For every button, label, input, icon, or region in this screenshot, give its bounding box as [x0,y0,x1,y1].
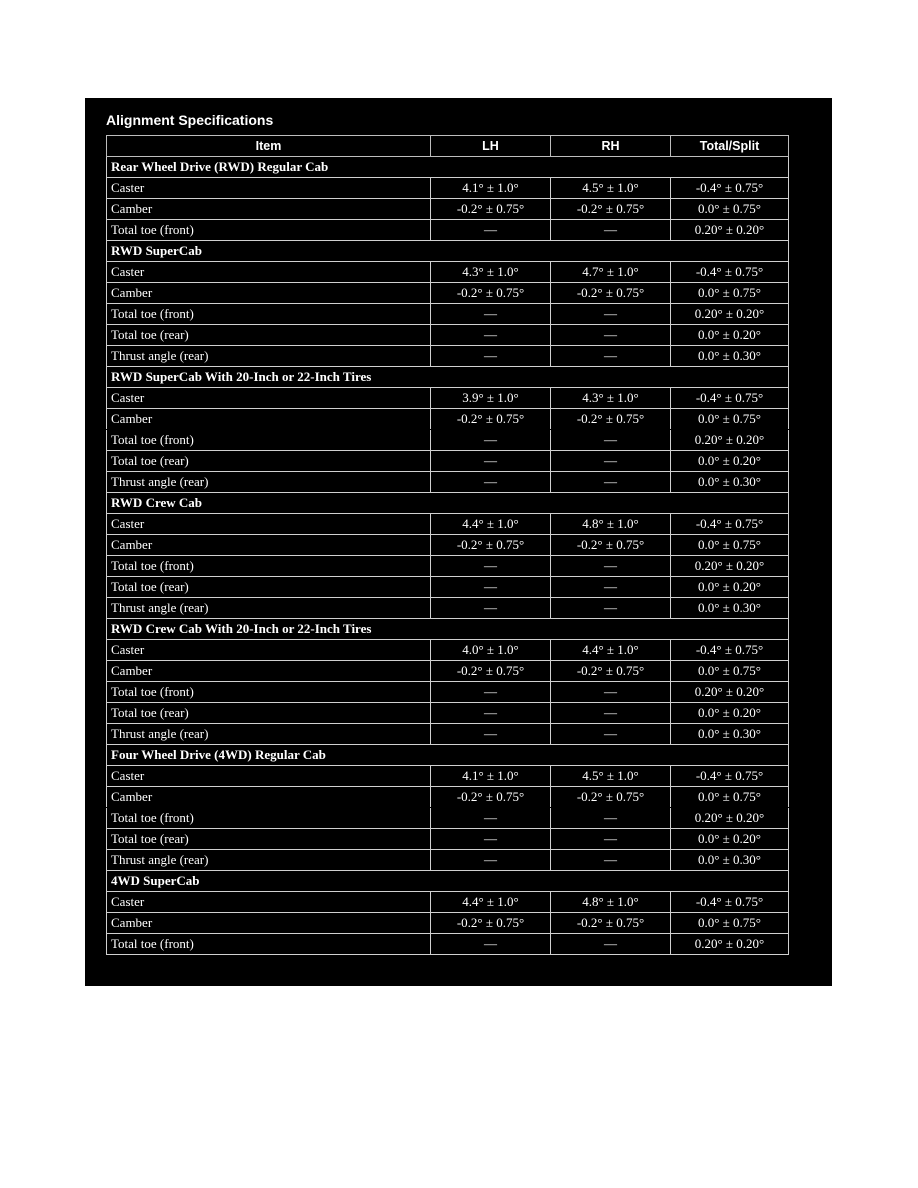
table-row [107,724,789,745]
cell-lh: — [431,451,551,472]
cell-item: Camber [107,199,431,220]
cell-item: Camber [107,913,431,934]
table-row [107,598,789,619]
cell-item: Total toe (front) [107,220,431,241]
column-header-rh: RH [551,136,671,157]
table-row [107,430,789,451]
cell-rh: — [551,598,671,619]
cell-item: Total toe (front) [107,682,431,703]
cell-total-split: -0.4° ± 0.75° [671,892,789,913]
cell-total-split: 0.0° ± 0.20° [671,703,789,724]
cell-rh: — [551,325,671,346]
cell-rh: — [551,850,671,871]
table-row [107,220,789,241]
section-title: Rear Wheel Drive (RWD) Regular Cab [107,157,789,178]
cell-lh: — [431,325,551,346]
cell-total-split: 0.0° ± 0.20° [671,577,789,598]
cell-item: Total toe (rear) [107,577,431,598]
cell-rh: -0.2° ± 0.75° [551,913,671,934]
table-row [107,682,789,703]
cell-total-split: 0.0° ± 0.75° [671,283,789,304]
table-row [107,766,789,787]
table-row [107,556,789,577]
table-row [107,892,789,913]
cell-item: Total toe (rear) [107,829,431,850]
cell-lh: — [431,472,551,493]
cell-item: Camber [107,283,431,304]
cell-item: Total toe (front) [107,808,431,829]
cell-item: Total toe (rear) [107,325,431,346]
cell-rh: -0.2° ± 0.75° [551,535,671,556]
cell-rh: 4.7° ± 1.0° [551,262,671,283]
cell-total-split: 0.20° ± 0.20° [671,682,789,703]
spec-panel [85,98,832,986]
table-row [107,661,789,682]
column-header-item: Item [107,136,431,157]
cell-lh: 4.1° ± 1.0° [431,178,551,199]
section-header-row [107,619,789,640]
table-row [107,325,789,346]
cell-item: Thrust angle (rear) [107,850,431,871]
cell-item: Caster [107,640,431,661]
cell-rh: — [551,346,671,367]
table-row [107,409,789,430]
cell-total-split: 0.0° ± 0.75° [671,409,789,430]
cell-rh: — [551,808,671,829]
cell-lh: — [431,682,551,703]
cell-rh: 4.3° ± 1.0° [551,388,671,409]
cell-rh: — [551,682,671,703]
table-row [107,262,789,283]
cell-total-split: 0.0° ± 0.30° [671,598,789,619]
table-row [107,703,789,724]
cell-item: Caster [107,262,431,283]
cell-rh: — [551,703,671,724]
cell-lh: -0.2° ± 0.75° [431,787,551,808]
cell-total-split: 0.0° ± 0.20° [671,829,789,850]
cell-lh: 4.3° ± 1.0° [431,262,551,283]
table-header-row [107,136,789,157]
cell-total-split: 0.0° ± 0.20° [671,325,789,346]
cell-item: Caster [107,178,431,199]
cell-item: Total toe (rear) [107,451,431,472]
cell-lh: — [431,724,551,745]
cell-total-split: -0.4° ± 0.75° [671,514,789,535]
cell-total-split: -0.4° ± 0.75° [671,178,789,199]
cell-lh: — [431,304,551,325]
cell-item: Total toe (front) [107,934,431,955]
section-header-row [107,871,789,892]
cell-item: Camber [107,787,431,808]
cell-total-split: 0.0° ± 0.75° [671,913,789,934]
table-row [107,451,789,472]
cell-lh: — [431,430,551,451]
cell-lh: 4.0° ± 1.0° [431,640,551,661]
cell-total-split: 0.0° ± 0.75° [671,787,789,808]
cell-item: Total toe (rear) [107,703,431,724]
table-row [107,304,789,325]
cell-lh: — [431,829,551,850]
cell-lh: -0.2° ± 0.75° [431,283,551,304]
cell-total-split: 0.0° ± 0.75° [671,535,789,556]
cell-total-split: 0.0° ± 0.30° [671,472,789,493]
alignment-spec-table [106,135,789,955]
section-title: Four Wheel Drive (4WD) Regular Cab [107,745,789,766]
cell-total-split: -0.4° ± 0.75° [671,388,789,409]
cell-item: Camber [107,661,431,682]
cell-rh: — [551,829,671,850]
cell-rh: 4.8° ± 1.0° [551,514,671,535]
table-row [107,640,789,661]
cell-lh: 4.4° ± 1.0° [431,514,551,535]
cell-rh: 4.4° ± 1.0° [551,640,671,661]
cell-rh: 4.8° ± 1.0° [551,892,671,913]
cell-total-split: -0.4° ± 0.75° [671,262,789,283]
cell-rh: — [551,304,671,325]
cell-item: Total toe (front) [107,556,431,577]
cell-lh: — [431,346,551,367]
table-row [107,283,789,304]
cell-lh: 4.4° ± 1.0° [431,892,551,913]
section-header-row [107,367,789,388]
table-row [107,787,789,808]
table-row [107,913,789,934]
cell-item: Caster [107,514,431,535]
table-row [107,934,789,955]
column-header-total-split: Total/Split [671,136,789,157]
page-title: Alignment Specifications [106,112,274,128]
cell-item: Total toe (front) [107,304,431,325]
section-header-row [107,157,789,178]
table-body [107,157,789,955]
table-row [107,178,789,199]
cell-rh: — [551,556,671,577]
cell-total-split: 0.20° ± 0.20° [671,220,789,241]
cell-rh: -0.2° ± 0.75° [551,283,671,304]
section-title: RWD SuperCab [107,241,789,262]
cell-total-split: 0.0° ± 0.30° [671,850,789,871]
cell-lh: -0.2° ± 0.75° [431,409,551,430]
cell-lh: — [431,808,551,829]
cell-total-split: 0.20° ± 0.20° [671,808,789,829]
cell-rh: — [551,934,671,955]
cell-item: Thrust angle (rear) [107,598,431,619]
cell-rh: — [551,451,671,472]
cell-rh: -0.2° ± 0.75° [551,787,671,808]
cell-lh: — [431,220,551,241]
cell-total-split: -0.4° ± 0.75° [671,766,789,787]
cell-item: Caster [107,892,431,913]
cell-item: Thrust angle (rear) [107,724,431,745]
section-title: RWD Crew Cab With 20-Inch or 22-Inch Tires [107,619,789,640]
cell-lh: — [431,703,551,724]
cell-item: Total toe (front) [107,430,431,451]
cell-rh: -0.2° ± 0.75° [551,661,671,682]
section-header-row [107,493,789,514]
cell-lh: -0.2° ± 0.75° [431,913,551,934]
cell-rh: — [551,430,671,451]
cell-rh: -0.2° ± 0.75° [551,199,671,220]
cell-rh: 4.5° ± 1.0° [551,178,671,199]
table-row [107,472,789,493]
cell-rh: — [551,472,671,493]
section-title: RWD SuperCab With 20-Inch or 22-Inch Tires [107,367,789,388]
cell-lh: -0.2° ± 0.75° [431,535,551,556]
cell-lh: — [431,556,551,577]
cell-item: Camber [107,535,431,556]
table-row [107,850,789,871]
cell-total-split: 0.20° ± 0.20° [671,556,789,577]
cell-rh: -0.2° ± 0.75° [551,409,671,430]
cell-total-split: 0.0° ± 0.30° [671,346,789,367]
table-row [107,577,789,598]
section-header-row [107,745,789,766]
section-header-row [107,241,789,262]
table-row [107,199,789,220]
cell-item: Caster [107,388,431,409]
cell-item: Caster [107,766,431,787]
cell-item: Camber [107,409,431,430]
section-title: RWD Crew Cab [107,493,789,514]
cell-lh: 4.1° ± 1.0° [431,766,551,787]
cell-lh: — [431,934,551,955]
cell-lh: 3.9° ± 1.0° [431,388,551,409]
cell-lh: -0.2° ± 0.75° [431,661,551,682]
column-header-lh: LH [431,136,551,157]
cell-total-split: 0.20° ± 0.20° [671,934,789,955]
cell-item: Thrust angle (rear) [107,346,431,367]
table-row [107,535,789,556]
cell-total-split: -0.4° ± 0.75° [671,640,789,661]
cell-total-split: 0.0° ± 0.75° [671,661,789,682]
table-row [107,346,789,367]
cell-total-split: 0.20° ± 0.20° [671,430,789,451]
cell-item: Thrust angle (rear) [107,472,431,493]
cell-total-split: 0.0° ± 0.30° [671,724,789,745]
cell-rh: 4.5° ± 1.0° [551,766,671,787]
table-row [107,514,789,535]
cell-lh: — [431,577,551,598]
cell-lh: — [431,850,551,871]
cell-total-split: 0.0° ± 0.75° [671,199,789,220]
cell-lh: -0.2° ± 0.75° [431,199,551,220]
table-row [107,829,789,850]
table-row [107,808,789,829]
cell-total-split: 0.0° ± 0.20° [671,451,789,472]
cell-rh: — [551,220,671,241]
table-row [107,388,789,409]
cell-rh: — [551,724,671,745]
cell-rh: — [551,577,671,598]
cell-lh: — [431,598,551,619]
section-title: 4WD SuperCab [107,871,789,892]
cell-total-split: 0.20° ± 0.20° [671,304,789,325]
